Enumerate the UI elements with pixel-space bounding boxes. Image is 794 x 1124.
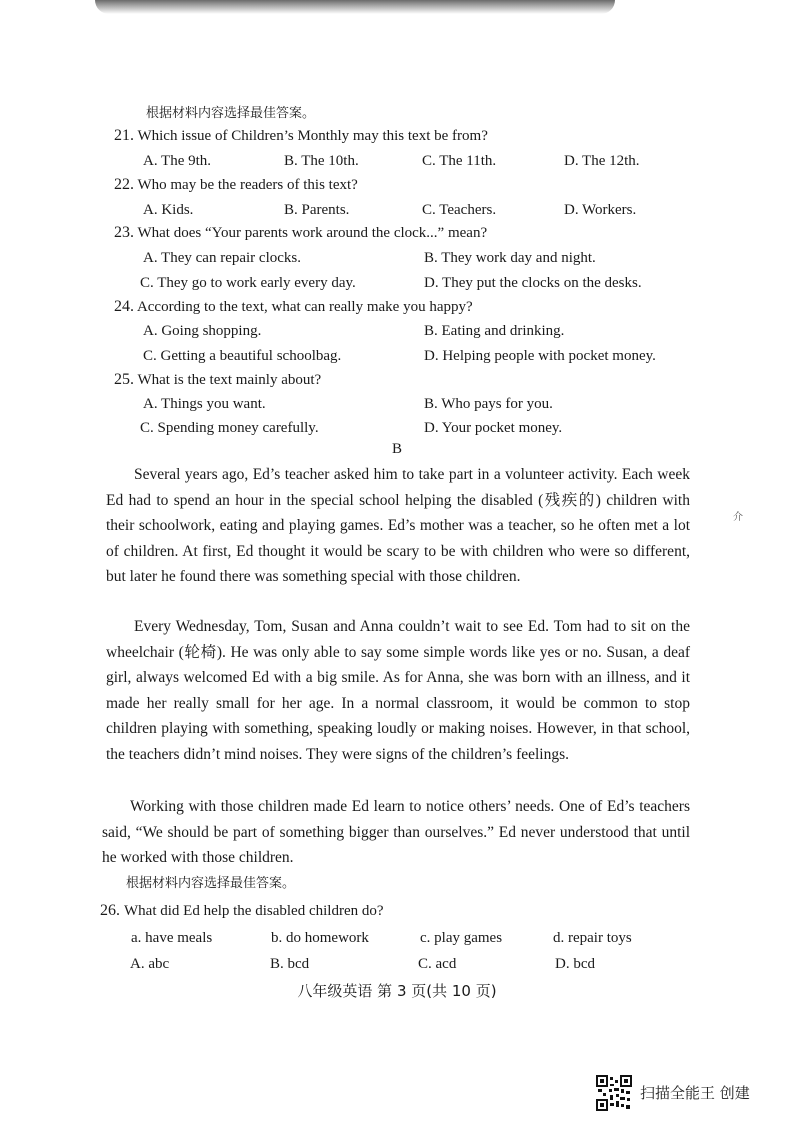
qr-code-icon [596, 1075, 632, 1111]
option-23-c: C. They go to work early every day. [140, 275, 356, 291]
option-24-a: A. Going shopping. [143, 323, 262, 339]
instruction-text: 根据材料内容选择最佳答案。 [146, 106, 316, 121]
option-21-c: C. The 11th. [422, 153, 497, 169]
option-24-b: B. Eating and drinking. [424, 323, 565, 339]
passage-paragraph-1: Several years ago, Ed’s teacher asked him to take part in a volunteer activity. Each week Ed had to spend an hour in the special school helping the disabled (残疾的) children with their schoolwork, eating and playing games. Ed’s mother was a teacher, so he often met a lot of children. At first, Ed thought it would be scary to be with children who were so different, but later he found there was something special with those children. [106, 466, 690, 586]
choice-item-b: b. do homework [271, 930, 369, 946]
option-25-b: B. Who pays for you. [424, 396, 553, 412]
option-22-c: C. Teachers. [422, 202, 497, 218]
scanner-watermark: 扫描全能王 创建 [640, 1084, 750, 1102]
question-23: 23. What does “Your parents work around the clock...” mean? [114, 224, 488, 241]
option-23-b: B. They work day and night. [424, 250, 596, 266]
question-22: 22. Who may be the readers of this text? [114, 176, 358, 193]
passage-paragraph-3: Working with those children made Ed learn to notice others’ needs. One of Ed’s teachers said, “We should be part of something bigger than ourselves.” Ed never understood that until he worked with those children. [102, 798, 690, 867]
option-22-b: B. Parents. [284, 202, 350, 218]
choice-item-d: d. repair toys [553, 930, 632, 946]
option-21-a: A. The 9th. [143, 153, 212, 169]
option-26-d: D. bcd [555, 956, 595, 972]
option-22-a: A. Kids. [143, 202, 194, 218]
option-21-d: D. The 12th. [564, 153, 640, 169]
option-23-d: D. They put the clocks on the desks. [424, 275, 642, 291]
page-footer: 八年级英语 第 3 页(共 10 页) [297, 982, 497, 1000]
option-24-d: D. Helping people with pocket money. [424, 348, 656, 364]
option-23-a: A. They can repair clocks. [143, 250, 301, 266]
option-26-b: B. bcd [270, 956, 310, 972]
question-24: 24. According to the text, what can really make you happy? [114, 298, 473, 315]
scan-edge-shadow [95, 0, 615, 14]
question-26: 26. What did Ed help the disabled children do? [100, 902, 384, 919]
instruction-text: 根据材料内容选择最佳答案。 [126, 876, 296, 891]
option-21-b: B. The 10th. [284, 153, 359, 169]
choice-item-a: a. have meals [131, 930, 213, 946]
option-25-a: A. Things you want. [143, 396, 266, 412]
option-25-c: C. Spending money carefully. [140, 420, 319, 436]
question-21: 21. Which issue of Children’s Monthly may this text be from? [114, 127, 488, 144]
choice-item-c: c. play games [420, 930, 503, 946]
section-heading: B [391, 441, 402, 457]
margin-mark: 介 [733, 512, 743, 523]
option-22-d: D. Workers. [564, 202, 637, 218]
passage-paragraph-2: Every Wednesday, Tom, Susan and Anna couldn’t wait to see Ed. Tom had to sit on the wheelchair (轮椅). He was only able to say some simple words like yes or no. Susan, a deaf girl, always welcomed Ed with a big smile. As for Anna, she was born with an illness, and it made her really small for her age. In a normal classroom, it would be common to stop children playing with something, speaking loudly or making noises. However, in that school, the teachers didn’t mind noises. They were signs of the children’s feelings. [106, 618, 690, 763]
question-25: 25. What is the text mainly about? [114, 371, 322, 388]
option-26-c: C. acd [418, 956, 457, 972]
option-24-c: C. Getting a beautiful schoolbag. [143, 348, 342, 364]
option-26-a: A. abc [130, 956, 170, 972]
option-25-d: D. Your pocket money. [424, 420, 563, 436]
